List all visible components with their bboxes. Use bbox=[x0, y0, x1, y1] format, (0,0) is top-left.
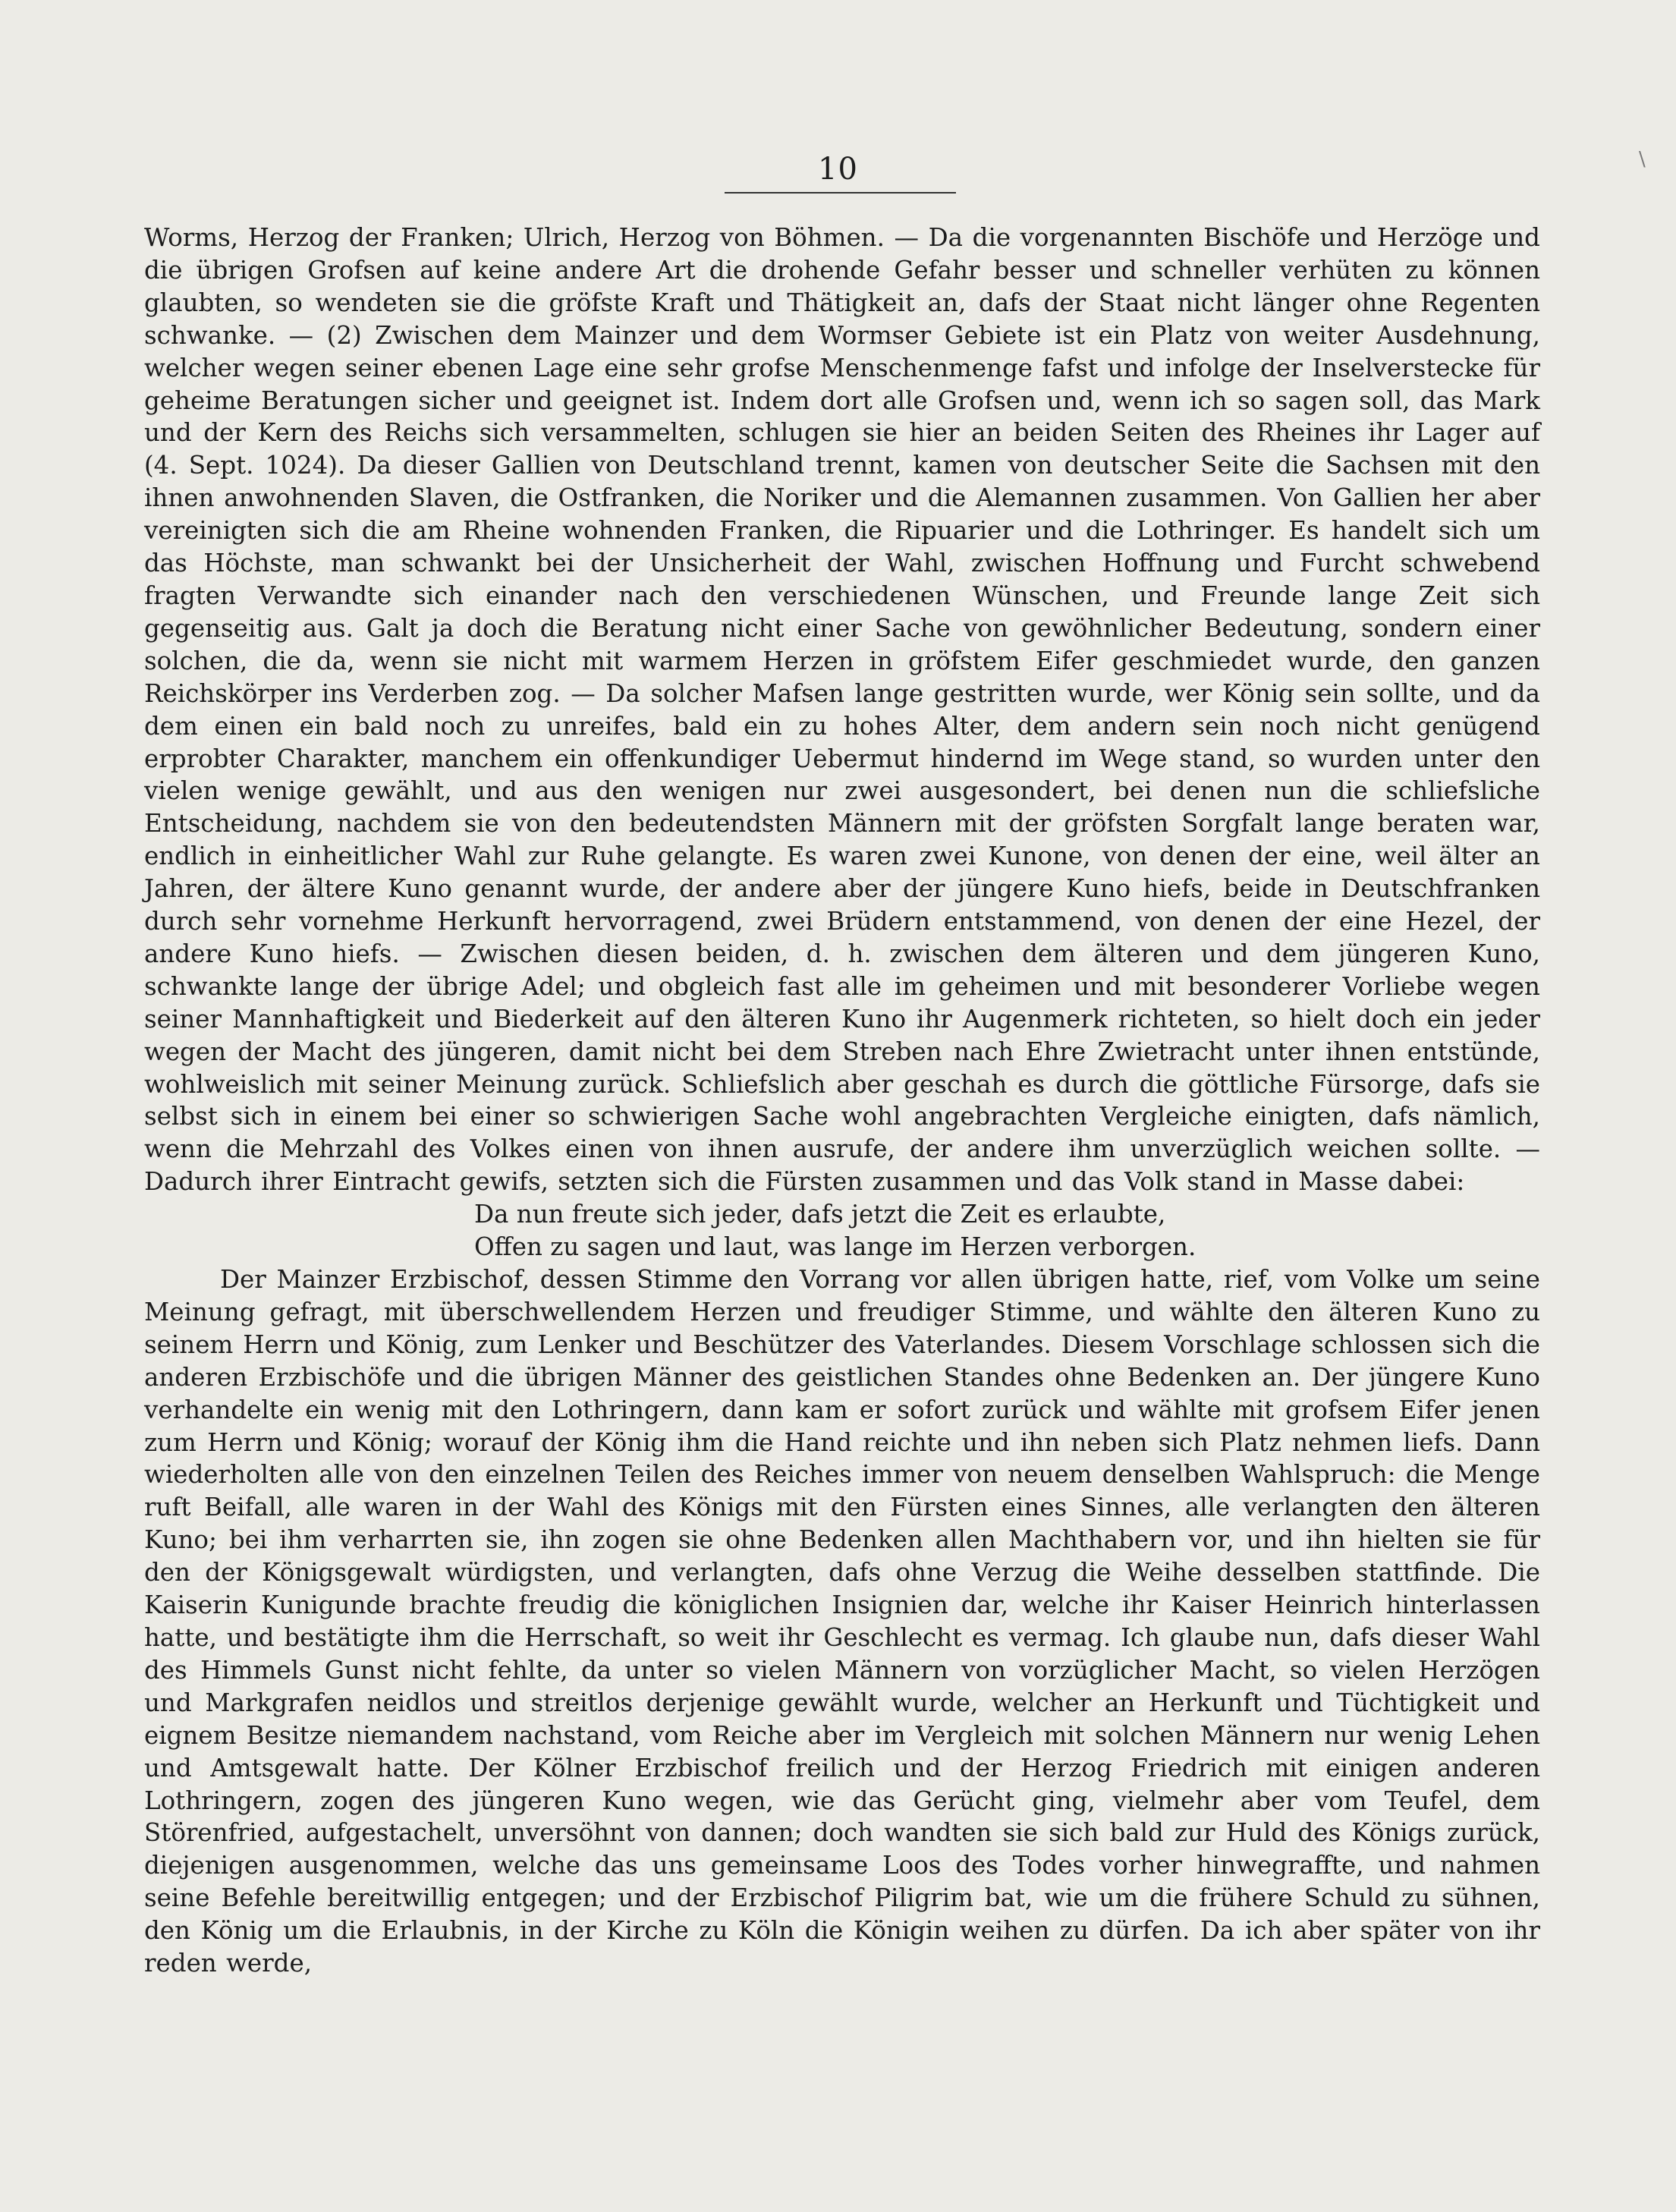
verse-line-1: Da nun freute sich jeder, dafs jetzt die Zeit es erlaubte, bbox=[474, 1200, 1166, 1229]
page-number: 10 bbox=[818, 152, 858, 187]
stray-mark: \ bbox=[1639, 148, 1646, 171]
paragraph-1: Worms, Herzog der Franken; Ulrich, Herzog von Böhmen. — Da die vorgenannten Bischöfe und Herzöge und die übrigen Grofsen auf keine andere Art die drohende Gefahr besser und schneller verhüten zu können glaubten, so wendeten sie die gröfste Kraft und Thätigkeit an, dafs der Staat nicht länger ohne Regenten schwanke. — (2) Zwischen dem Mainzer und dem Wormser Gebiete ist ein Platz von weiter Ausdehnung, welcher wegen seiner ebenen Lage eine sehr grofse Menschenmenge fafst und infolge der Inselverstecke für geheime Beratungen sicher und geeignet ist. Indem dort alle Grofsen und, wenn ich so sagen soll, das Mark und der Kern des Reichs sich versammelten, schlugen sie hier an beiden Seiten des Rheines ihr Lager auf (4. Sept. 1024). Da dieser Gallien von Deutschland trennt, kamen von deutscher Seite die Sachsen mit den ihnen anwohnenden Slaven, die Ostfranken, die Noriker und die Alemannen zusammen. Von Gallien her aber vereinigten sich die am Rheine wohnenden Franken, die Ripuarier und die Lothringer. Es handelt sich um das Höchste, man schwankt bei der Unsicherheit der Wahl, zwischen Hoffnung und Furcht schwebend fragten Verwandte sich einander nach den verschiedenen Wünschen, und Freunde lange Zeit sich gegenseitig aus. Galt ja doch die Beratung nicht einer Sache von gewöhnlicher Bedeutung, sondern einer solchen, die da, wenn sie nicht mit warmem Herzen in gröfstem Eifer geschmiedet wurde, den ganzen Reichskörper ins Verderben zog. — Da solcher Mafsen lange gestritten wurde, wer König sein sollte, und da dem einen ein bald noch zu unreifes, bald ein zu hohes Alter, dem andern sein noch nicht genügend erprobter Charakter, manchem ein offenkundiger Uebermut hindernd im Wege stand, so wurden unter den vielen wenige gewählt, und aus den wenigen nur zwei ausgesondert, bei denen nun die schliefsliche Entscheidung, nachdem sie von den bedeutendsten Männern mit der gröfsten Sorgfalt lange beraten war, endlich in einheitlicher Wahl zur Ruhe gelangte. Es waren zwei Kunone, von denen der eine, weil älter an Jahren, der ältere Kuno genannt wurde, der andere aber der jüngere Kuno hiefs, beide in Deutschfranken durch sehr vornehme Herkunft hervorragend, zwei Brüdern entstammend, von denen der eine Hezel, der andere Kuno hiefs. — Zwischen diesen beiden, d. h. zwischen dem älteren und dem jüngeren Kuno, schwankte lange der übrige Adel; und obgleich fast alle im geheimen und mit besonderer Vorliebe wegen seiner Mannhaftigkeit und Biederkeit auf den älteren Kuno ihr Augenmerk richteten, so hielt doch ein jeder wegen der Macht des jüngeren, damit nicht bei dem Streben nach Ehre Zwietracht unter ihnen entstünde, wohlweislich mit seiner Meinung zurück. Schliefslich aber geschah es durch die göttliche Fürsorge, dafs sie selbst sich in einem bei einer so schwierigen Sache wohl angebrachten Vergleiche einigten, dafs nämlich, wenn die Mehrzahl des Volkes einen von ihnen ausrufe, der andere ihm unverzüglich weichen sollte. — Dadurch ihrer Eintracht gewifs, setzten sich die Fürsten zusammen und das Volk stand in Masse dabei: bbox=[144, 223, 1540, 1197]
verse-line-2: Offen zu sagen und laut, was lange im Herzen verborgen. bbox=[474, 1232, 1196, 1262]
paragraph-2: Der Mainzer Erzbischof, dessen Stimme den Vorrang vor allen übrigen hatte, rief, vom Volke um seine Meinung gefragt, mit überschwellendem Herzen und freudiger Stimme, und wählte den älteren Kuno zu seinem Herrn und König, zum Lenker und Beschützer des Vaterlandes. Diesem Vorschlage schlossen sich die anderen Erzbischöfe und die übrigen Männer des geistlichen Standes ohne Bedenken an. Der jüngere Kuno verhandelte ein wenig mit den Lothringern, dann kam er sofort zurück und wählte mit grofsem Eifer jenen zum Herrn und König; worauf der König ihm die Hand reichte und ihn neben sich Platz nehmen liefs. Dann wiederholten alle von den einzelnen Teilen des Reiches immer von neuem denselben Wahlspruch: die Menge ruft Beifall, alle waren in der Wahl des Königs mit den Fürsten eines Sinnes, alle verlangten den älteren Kuno; bei ihm verharrten sie, ihn zogen sie ohne Bedenken allen Machthabern vor, und ihn hielten sie für den der Königsgewalt würdigsten, und verlangten, dafs ohne Verzug die Weihe desselben stattfinde. Die Kaiserin Kunigunde brachte freudig die königlichen Insignien dar, welche ihr Kaiser Heinrich hinterlassen hatte, und bestätigte ihm die Herrschaft, so weit ihr Geschlecht es vermag. Ich glaube nun, dafs dieser Wahl des Himmels Gunst nicht fehlte, da unter so vielen Männern von vorzüglicher Macht, so vielen Herzögen und Markgrafen neidlos und streitlos derjenige gewählt wurde, welcher an Herkunft und Tüchtigkeit und eignem Besitze niemandem nachstand, vom Reiche aber im Vergleich mit solchen Männern nur wenig Lehen und Amtsgewalt hatte. Der Kölner Erzbischof freilich und der Herzog Friedrich mit einigen anderen Lothringern, zogen des jüngeren Kuno wegen, wie das Gerücht ging, vielmehr aber vom Teufel, dem Störenfried, aufgestachelt, unversöhnt von dannen; doch wandten sie sich bald zur Huld des Königs zurück, diejenigen ausgenommen, welche das uns gemeinsame Loos des Todes vorher hinwegraffte, und nahmen seine Befehle bereitwillig entgegen; und der Erzbischof Piligrim bat, wie um die frühere Schuld zu sühnen, den König um die Erlaubnis, in der Kirche zu Köln die Königin weihen zu dürfen. Da ich aber später von ihr reden werde, bbox=[144, 1265, 1540, 1978]
body-text bbox=[144, 222, 1540, 1980]
page-number-rule bbox=[725, 192, 956, 194]
